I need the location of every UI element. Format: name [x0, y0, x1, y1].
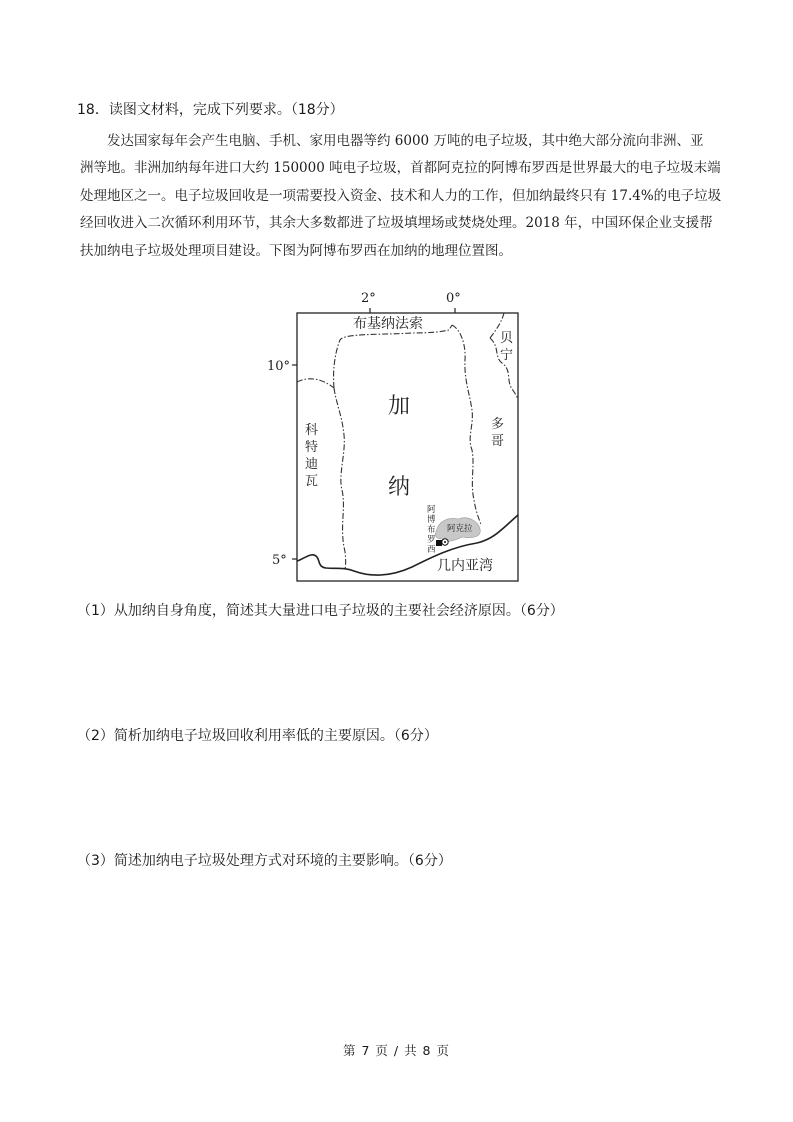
paragraph-line: 洲等地。非洲加纳每年进口大约 150000 吨电子垃圾，首都阿克拉的阿博布罗西是世界最大的电子垃圾末端 — [80, 160, 721, 177]
sub-question-3: （3）简述加纳电子垃圾处理方式对环境的主要影响。（6分） — [77, 853, 452, 869]
country-label-togo: 多 — [491, 417, 505, 432]
sea-label-gulf-of-guinea: 几内亚湾 — [437, 558, 493, 574]
country-label-benin: 贝 — [500, 331, 514, 346]
country-label-benin: 宁 — [500, 348, 514, 363]
site-marker — [436, 540, 442, 546]
lat-label-10: 10° — [267, 359, 291, 374]
border-west-north — [297, 379, 334, 388]
border-east — [452, 325, 481, 525]
paragraph-line: 扶加纳电子垃圾处理项目建设。下图为阿博布罗西在加纳的地理位置图。 — [80, 242, 512, 259]
question-header: 18．读图文材料，完成下列要求。（18分） — [77, 102, 344, 118]
country-label-cote-divoire: 瓦 — [305, 474, 319, 489]
paragraph-line: 经回收进入二次循环利用环节，其余大多数都进了垃圾填埋场或焚烧处理。2018 年，中国环保企业支援帮 — [80, 215, 713, 232]
site-label: 罗 — [427, 535, 436, 545]
page-footer: 第 7 页 / 共 8 页 — [343, 1043, 450, 1058]
lon-label-0: 0° — [446, 291, 461, 306]
paragraph-line: 发达国家每年会产生电脑、手机、家用电器等约 6000 万吨的电子垃圾，其中绝大部分流向非洲、亚 — [107, 133, 704, 149]
sub-question-2: （2）简析加纳电子垃圾回收利用率低的主要原因。（6分） — [77, 728, 438, 744]
site-label: 阿 — [427, 505, 436, 515]
paragraph-line: 处理地区之一。电子垃圾回收是一项需要投入资金、技术和人力的工作，但加纳最终只有 17.4%的电子垃圾 — [80, 187, 722, 204]
city-label-accra: 阿克拉 — [447, 524, 473, 534]
site-label: 布 — [427, 525, 436, 535]
ghana-location-map — [262, 285, 532, 590]
country-label-ghana: 纳 — [388, 475, 411, 500]
lon-label-2: 2° — [361, 291, 376, 306]
country-label-cote-divoire: 迪 — [305, 457, 319, 472]
material-paragraph — [80, 128, 726, 265]
country-label-ghana: 加 — [388, 394, 411, 419]
border-west — [334, 388, 346, 570]
lat-label-5: 5° — [272, 553, 287, 568]
country-label-cote-divoire: 科 — [305, 423, 319, 438]
site-label: 西 — [427, 545, 436, 555]
country-label-burkina-faso: 布基纳法索 — [353, 316, 423, 332]
country-label-togo: 哥 — [491, 434, 505, 449]
sub-question-1: （1）从加纳自身角度，简述其大量进口电子垃圾的主要社会经济原因。（6分） — [77, 603, 564, 619]
country-label-cote-divoire: 特 — [305, 440, 319, 455]
site-label: 博 — [427, 515, 436, 525]
border-north — [334, 325, 452, 388]
